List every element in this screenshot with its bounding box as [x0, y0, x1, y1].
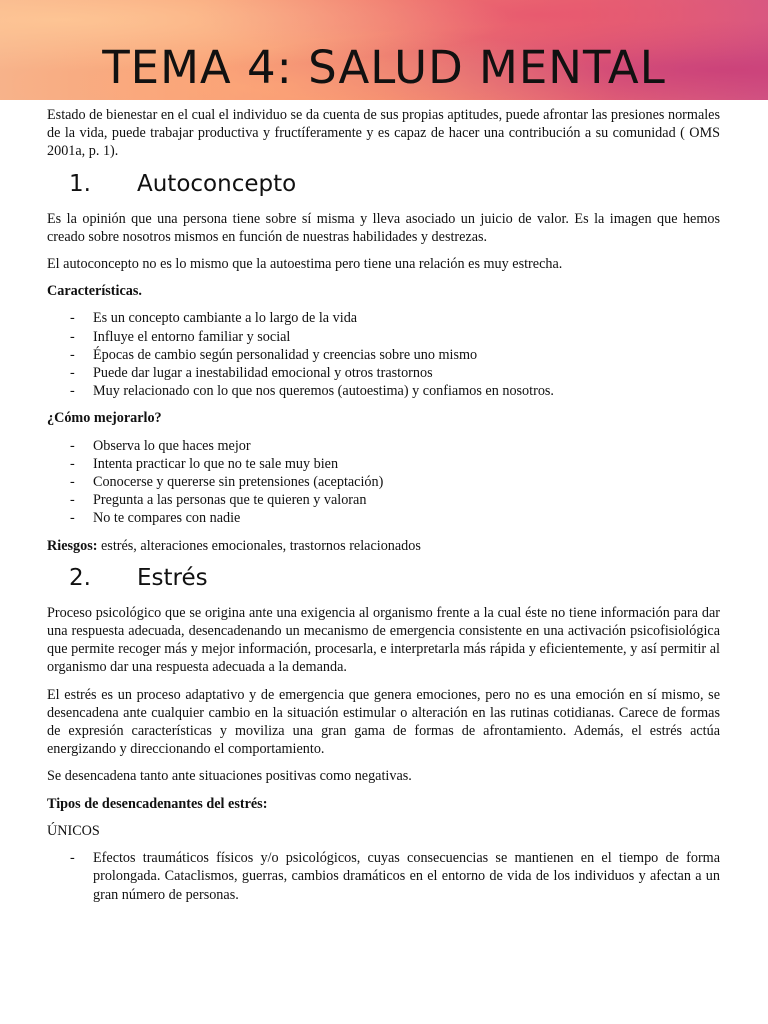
list-item: - Es un concepto cambiante a lo largo de la vida: [47, 309, 720, 327]
list-item: - Intenta practicar lo que no te sale muy bien: [47, 455, 720, 473]
dash-bullet: -: [70, 492, 75, 509]
list-item: - Conocerse y quererse sin pretensiones (aceptación): [47, 473, 720, 491]
estres-adaptativo: El estrés es un proceso adaptativo y de emergencia que genera emociones, pero no es una emoción en sí mismo, se desencadena ante cualquier cambio en la situación estimular o alteración en las rutinas cotidianas. Carece de formas de expresión características y moviliza una gran gama de formas de afrontamiento. Además, el estrés actúa energizando y direccionando el comportamiento.: [47, 686, 720, 758]
dash-bullet: -: [70, 365, 75, 382]
list-item: - Observa lo que haces mejor: [47, 437, 720, 455]
list-item: - No te compares con nadie: [47, 509, 720, 527]
intro-paragraph: Estado de bienestar en el cual el individuo se da cuenta de sus propias aptitudes, puede afrontar las presiones normales de la vida, puede trabajar productiva y fructíferamente y es capaz de hacer una contribución a su comunidad ( OMS 2001a, p. 1).: [47, 107, 720, 160]
list-item: - Influye el entorno familiar y social: [47, 328, 720, 346]
riesgos-line: [47, 537, 720, 555]
caracteristicas-list: [47, 309, 720, 400]
estres-definition: Proceso psicológico que se origina ante una exigencia al organismo frente a la cual éste no tiene información para dar una respuesta adecuada, desencadenando un mecanismo de emergencia consistente en una activación psicofisiológica que permite recoger más y mejor información, procesarla, e interpretarla más rápida y eficientemente, y así permitir al organismo dar una respuesta adecuada a la demanda.: [47, 604, 720, 676]
list-item: - Épocas de cambio según personalidad y creencias sobre uno mismo: [47, 346, 720, 364]
section-number: 1.: [69, 170, 91, 197]
unicos-list: [47, 849, 720, 904]
dash-bullet: -: [70, 437, 75, 454]
list-item: - Muy relacionado con lo que nos queremos (autoestima) y confiamos en nosotros.: [47, 382, 720, 400]
tipos-heading: Tipos de desencadenantes del estrés:: [47, 795, 268, 812]
caracteristicas-heading: Características.: [47, 283, 142, 300]
list-item: - Efectos traumáticos físicos y/o psicológicos, cuyas consecuencias se mantienen en el tiempo de forma prolongada. Cataclismos, guerras, cambios dramáticos en el entorno de vida de los individuos y afectan a un gran número de personas.: [47, 849, 720, 904]
section-heading-estres: [47, 564, 720, 592]
page-title: TEMA 4: SALUD MENTAL: [102, 41, 666, 94]
document-body: [47, 106, 720, 913]
estres-situaciones: Se desencadena tanto ante situaciones positivas como negativas.: [47, 768, 412, 785]
title-banner: [0, 0, 768, 100]
list-item: - Pregunta a las personas que te quieren y valoran: [47, 491, 720, 509]
section-heading-autoconcepto: [47, 170, 720, 198]
mejorar-heading: ¿Cómo mejorarlo?: [47, 410, 162, 427]
dash-bullet: -: [70, 455, 75, 472]
autoconcepto-vs-autoestima: El autoconcepto no es lo mismo que la autoestima pero tiene una relación es muy estrecha.: [47, 256, 563, 273]
section-title: Autoconcepto: [137, 170, 297, 197]
dash-bullet: -: [70, 346, 75, 363]
dash-bullet: -: [70, 510, 75, 527]
list-item: - Puede dar lugar a inestabilidad emocional y otros trastornos: [47, 364, 720, 382]
riesgos-label: Riesgos:: [47, 537, 98, 554]
dash-bullet: -: [70, 328, 75, 345]
dash-bullet: -: [70, 850, 75, 867]
dash-bullet: -: [70, 310, 75, 327]
mejorar-list: [47, 437, 720, 528]
unicos-label: ÚNICOS: [47, 822, 100, 839]
dash-bullet: -: [70, 383, 75, 400]
dash-bullet: -: [70, 474, 75, 491]
riesgos-text: estrés, alteraciones emocionales, trastornos relacionados: [97, 537, 421, 554]
autoconcepto-definition: Es la opinión que una persona tiene sobre sí misma y lleva asociado un juicio de valor. Es la imagen que hemos creado sobre nosotros mismos en función de nuestras habilidades y destrezas.: [47, 210, 720, 245]
section-title: Estrés: [137, 564, 208, 591]
section-number: 2.: [69, 564, 91, 591]
